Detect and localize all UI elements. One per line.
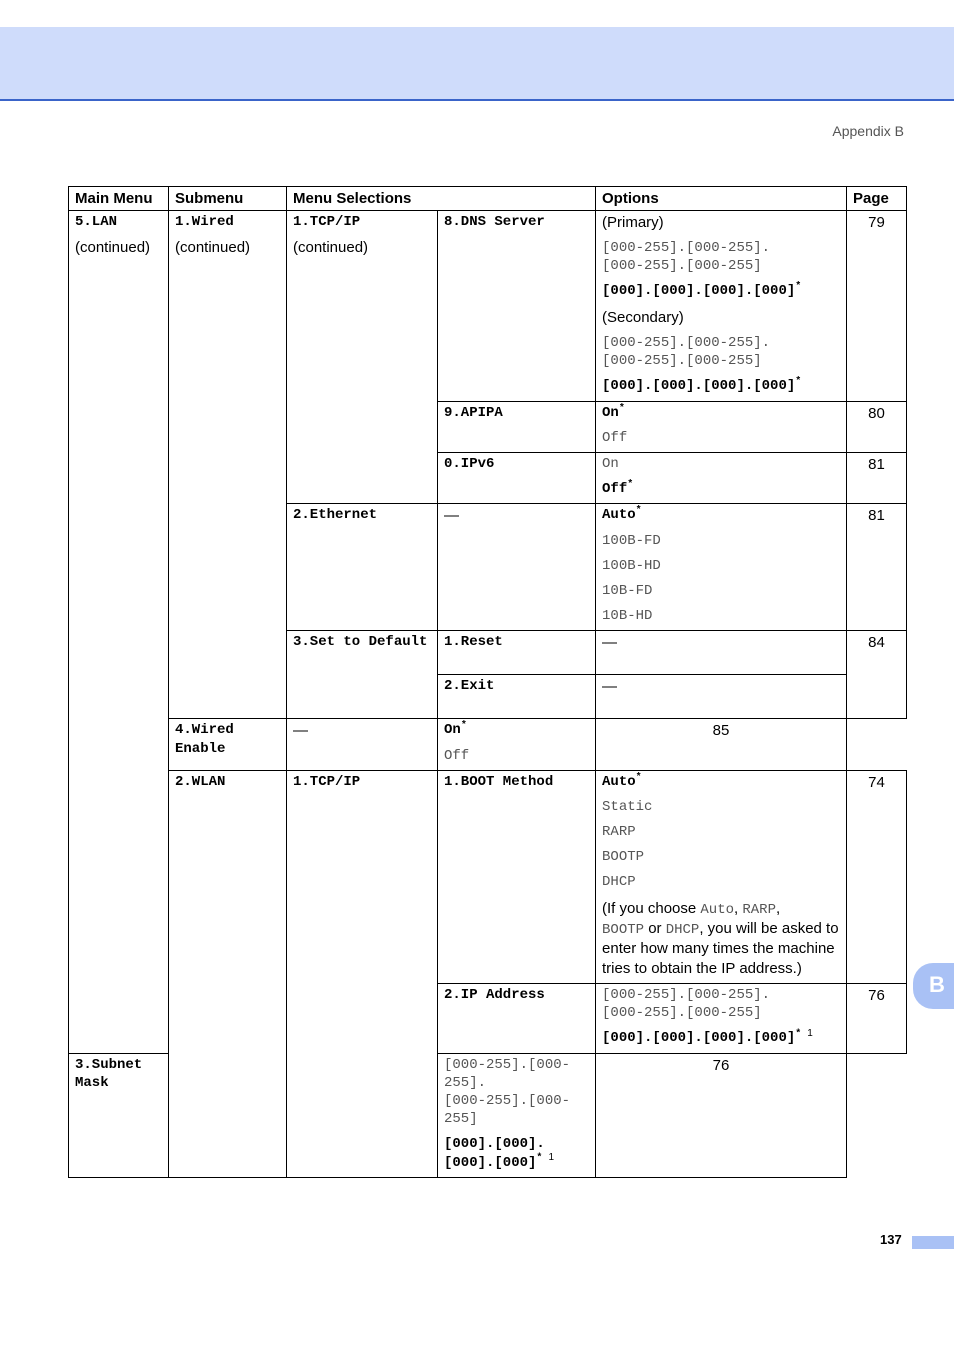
apipa-options — [596, 401, 847, 452]
submenu-wired-continued: (continued) — [175, 238, 251, 256]
ethernet-label: 2.Ethernet — [287, 504, 438, 631]
boot-method-label: 1.BOOT Method — [438, 770, 596, 983]
ethernet-dash: — — [438, 504, 596, 631]
default-mark: * — [635, 772, 642, 784]
ipv6-options — [596, 453, 847, 504]
header-page: Page — [847, 187, 907, 211]
header-menu-selections: Menu Selections — [287, 187, 596, 211]
header-options: Options — [596, 187, 847, 211]
wlan-tcpip-label: 1.TCP/IP — [287, 770, 438, 1177]
submenu-wired-label: 1.Wired — [175, 213, 234, 230]
boot-note-text: or — [644, 919, 666, 937]
boot-note-dhcp: DHCP — [665, 921, 700, 938]
boot-note-rarp: RARP — [742, 901, 776, 918]
dns-page: 79 — [847, 210, 907, 401]
table-header-row — [69, 187, 907, 211]
boot-note — [602, 899, 840, 978]
appendix-side-tab — [913, 963, 954, 1009]
dns-secondary: (Secondary) — [602, 308, 684, 326]
set-default-label: 3.Set to Default — [287, 631, 438, 719]
default-mark: * — [635, 505, 642, 517]
ip-address-label: 2.IP Address — [438, 984, 596, 1054]
ip-range-b: [000-255].[000-255] — [602, 1005, 762, 1022]
default-mark: * — [795, 376, 802, 388]
dns-primary: (Primary) — [602, 213, 664, 231]
boot-static: Static — [602, 798, 653, 815]
default-mark: * — [795, 1028, 802, 1040]
subnet-default: [000].[000].[000].[000] — [444, 1136, 545, 1171]
default-mark: * — [536, 1152, 543, 1164]
dns-default2: [000].[000].[000].[000] — [602, 378, 796, 395]
boot-note-text: , — [734, 899, 743, 917]
exit-options: — — [596, 675, 847, 719]
wired-enable-options — [438, 719, 596, 770]
submenu-wired-cell — [169, 210, 287, 719]
default-mark: * — [460, 720, 467, 732]
dns-default1: [000].[000].[000].[000] — [602, 283, 796, 300]
default-mark: * — [618, 402, 625, 414]
wired-tcpip-label: 1.TCP/IP — [293, 213, 361, 230]
apipa-off: Off — [602, 429, 628, 446]
boot-rarp: RARP — [602, 824, 636, 841]
apipa-label: 9.APIPA — [438, 401, 596, 452]
main-menu-label: 5.LAN — [75, 213, 118, 230]
dns-range2-a: [000-255].[000-255]. — [602, 335, 771, 352]
reset-label: 1.Reset — [438, 631, 596, 675]
wired-enable-off: Off — [444, 747, 470, 764]
boot-note-bootp: BOOTP — [602, 921, 645, 938]
dns-range1-b: [000-255].[000-255] — [602, 258, 762, 275]
footnote-ref: 1 — [548, 1151, 555, 1163]
ethernet-100b-hd: 100B-HD — [602, 557, 661, 574]
subnet-mask-page: 76 — [596, 1053, 847, 1177]
page-number: 137 — [880, 1232, 902, 1247]
table-row — [69, 770, 907, 983]
side-tab-letter: B — [929, 972, 945, 997]
wired-enable-on: On — [444, 722, 461, 739]
exit-label: 2.Exit — [438, 675, 596, 719]
header-submenu: Submenu — [169, 187, 287, 211]
footnote-ref: 1 — [807, 1027, 813, 1039]
submenu-wlan-label: 2.WLAN — [169, 770, 287, 1177]
boot-method-options — [596, 770, 847, 983]
ethernet-100b-fd: 100B-FD — [602, 532, 661, 549]
set-default-page: 84 — [847, 631, 907, 719]
boot-note-text: , you will be asked to enter how many times the machine tries to obtain the IP address.) — [602, 919, 839, 977]
ip-default: [000].[000].[000].[000] — [602, 1030, 796, 1047]
ip-address-page: 76 — [847, 984, 907, 1054]
boot-dhcp: DHCP — [602, 874, 636, 891]
dns-range1-a: [000-255].[000-255]. — [602, 240, 771, 256]
ethernet-page: 81 — [847, 504, 907, 631]
ipv6-off: Off — [602, 481, 628, 498]
wired-enable-dash: — — [287, 719, 438, 770]
dns-range2-b: [000-255].[000-255] — [602, 353, 762, 370]
subnet-range-a: [000-255].[000-255]. — [444, 1056, 571, 1091]
ethernet-10b-fd: 10B-FD — [602, 582, 653, 599]
dns-server-options — [596, 210, 847, 401]
settings-table — [68, 186, 907, 1178]
default-mark: * — [795, 281, 802, 293]
ip-range-a: [000-255].[000-255]. — [602, 987, 771, 1003]
header-main-menu: Main Menu — [69, 187, 169, 211]
ipv6-page: 81 — [847, 453, 907, 504]
main-menu-cell — [69, 210, 169, 1053]
boot-method-page: 74 — [847, 770, 907, 983]
page-number-bar — [912, 1236, 954, 1249]
ipv6-on: On — [602, 456, 619, 472]
ethernet-options — [596, 504, 847, 631]
subnet-range-b: [000-255].[000-255] — [444, 1092, 571, 1128]
subnet-mask-options — [438, 1053, 596, 1177]
ipv6-label: 0.IPv6 — [438, 453, 596, 504]
main-menu-continued: (continued) — [75, 238, 151, 256]
boot-bootp: BOOTP — [602, 849, 645, 866]
dns-server-label: 8.DNS Server — [438, 210, 596, 401]
ethernet-10b-hd: 10B-HD — [602, 608, 653, 625]
boot-note-text: (If you choose — [602, 899, 701, 917]
header-band — [0, 27, 954, 101]
ip-address-options — [596, 984, 847, 1054]
section-label: Appendix B — [832, 123, 904, 139]
table-row — [69, 210, 907, 401]
ethernet-auto: Auto — [602, 507, 636, 524]
wired-enable-page: 85 — [596, 719, 847, 770]
boot-note-text: , — [775, 899, 781, 917]
apipa-page: 80 — [847, 401, 907, 452]
boot-auto: Auto — [602, 773, 636, 790]
boot-note-auto: Auto — [700, 901, 735, 918]
table-row — [69, 719, 907, 770]
default-mark: * — [627, 479, 634, 491]
subnet-mask-label: 3.Subnet Mask — [69, 1053, 169, 1177]
wired-enable-label: 4.Wired Enable — [169, 719, 287, 770]
wired-tcpip-continued: (continued) — [293, 238, 369, 256]
wired-tcpip-cell — [287, 210, 438, 504]
reset-options: — — [596, 631, 847, 675]
apipa-on: On — [602, 404, 619, 421]
